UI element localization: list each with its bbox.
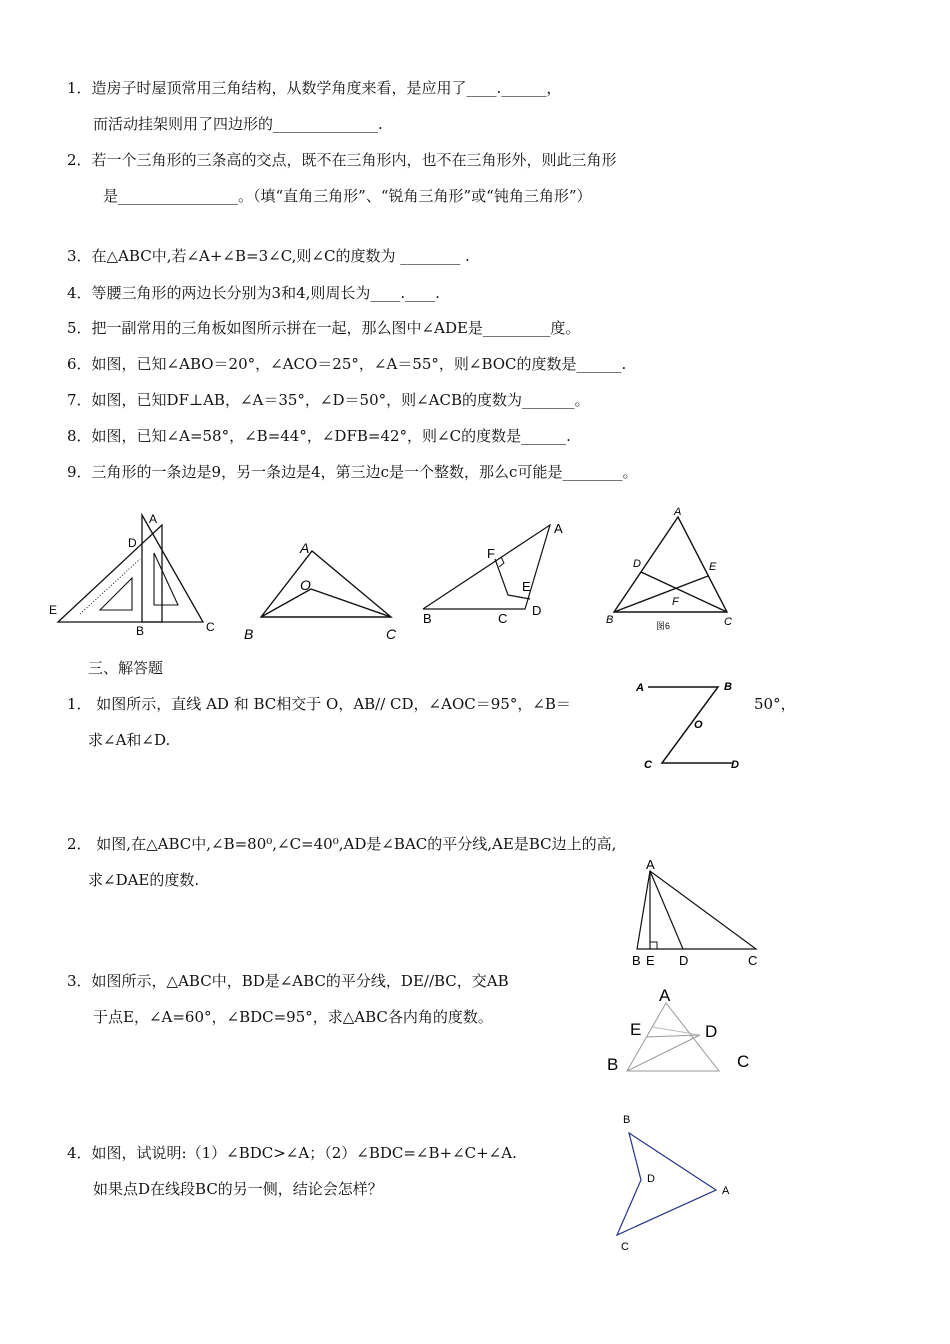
q-number: 7． bbox=[67, 391, 92, 409]
p4-line2: 如果点D在线段BC的另一侧，结论会怎样？ bbox=[93, 1180, 383, 1198]
label-B: B bbox=[632, 953, 641, 968]
q6 bbox=[67, 354, 626, 374]
q1-line1 bbox=[67, 78, 561, 98]
label-C: C bbox=[206, 620, 215, 634]
q2-line2 bbox=[103, 186, 592, 206]
q1-line2 bbox=[93, 114, 383, 134]
segment-extra bbox=[652, 1027, 700, 1035]
label-F: F bbox=[672, 596, 679, 608]
triangle-abc bbox=[261, 551, 391, 617]
p1-line2: 求∠A和∠D. bbox=[88, 731, 171, 749]
label-D: D bbox=[647, 1173, 655, 1185]
p1-line1: 1． 如图所示，直线 AD 和 BC相交于 O，AB// CD，∠AOC＝95°，∠B＝ bbox=[67, 695, 571, 713]
label-B: B bbox=[423, 611, 432, 626]
ruler-ticks bbox=[80, 559, 140, 614]
label-D: D bbox=[679, 953, 689, 968]
figure-triangle-o bbox=[238, 535, 408, 645]
label-B: B bbox=[724, 681, 732, 693]
segment-bd bbox=[627, 1035, 700, 1071]
p3-line2: 于点E，∠A=60°，∠BDC=95°，求△ABC各内角的度数。 bbox=[93, 1008, 493, 1026]
label-A: A bbox=[659, 986, 671, 1005]
quadrilateral-bdca bbox=[617, 1133, 716, 1235]
label-E: E bbox=[646, 953, 655, 968]
label-C: C bbox=[621, 1241, 629, 1253]
label-A: A bbox=[722, 1185, 730, 1197]
label-A: A bbox=[554, 521, 563, 536]
q2-line1 bbox=[67, 150, 617, 170]
label-E: E bbox=[709, 561, 717, 573]
label-C: C bbox=[748, 953, 758, 968]
segments-bo-oc bbox=[261, 589, 391, 617]
figure-hourglass bbox=[632, 676, 752, 776]
label-E: E bbox=[522, 579, 531, 594]
q-number: 2． bbox=[67, 151, 92, 169]
q7 bbox=[67, 390, 590, 410]
label-D: D bbox=[705, 1022, 718, 1041]
figure-caption: 图6 bbox=[656, 621, 671, 631]
q5 bbox=[67, 318, 580, 338]
figure-angle-bisector bbox=[626, 855, 766, 970]
q-text: 三角形的一条边是9，另一条边是4，第三边c是一个整数，那么c可能是________。 bbox=[91, 463, 638, 481]
hourglass-lines bbox=[648, 687, 732, 763]
figure-bisector-parallel bbox=[600, 983, 760, 1078]
right-angle-mark bbox=[650, 942, 657, 949]
label-B: B bbox=[607, 1055, 619, 1074]
triangle-abc bbox=[423, 525, 550, 609]
q3 bbox=[67, 246, 470, 266]
label-C: C bbox=[386, 626, 397, 642]
q-number: 5． bbox=[67, 319, 92, 337]
label-O: O bbox=[300, 577, 311, 593]
q-text: 如图，已知∠A=58°，∠B=44°，∠DFB=42°，则∠C的度数是______. bbox=[91, 427, 571, 445]
q4 bbox=[67, 283, 440, 303]
label-B: B bbox=[623, 1114, 631, 1126]
label-E: E bbox=[49, 603, 58, 617]
q-number: 8． bbox=[67, 427, 92, 445]
section-title: 三、解答题 bbox=[88, 659, 164, 677]
figure-concave-quad bbox=[610, 1108, 740, 1258]
inner-cutout-1 bbox=[100, 578, 132, 610]
q-number: 6． bbox=[67, 355, 92, 373]
p2-line1: 2． 如图,在△ABC中,∠B=80⁰,∠C=40⁰,AD是∠BAC的平分线,AE是BC边上的高, bbox=[67, 835, 617, 853]
label-D: D bbox=[128, 536, 137, 550]
label-D: D bbox=[633, 558, 641, 570]
label-C: C bbox=[737, 1052, 750, 1071]
q-text: 在△ABC中,若∠A+∠B=3∠C,则∠C的度数为 ________ . bbox=[91, 247, 470, 265]
label-A: A bbox=[636, 682, 644, 694]
p4-line1: 4．如图，试说明:（1）∠BDC>∠A；（2）∠BDC=∠B+∠C+∠A. bbox=[67, 1144, 517, 1162]
label-E: E bbox=[630, 1020, 642, 1039]
q-text: 是________________。（填“直角三角形”、“锐角三角形”或“钝角三角形”） bbox=[103, 187, 592, 205]
label-C: C bbox=[724, 616, 732, 628]
p3-line1: 3．如图所示，△ABC中，BD是∠ABC的平分线，DE//BC，交AB bbox=[67, 972, 509, 990]
label-B: B bbox=[606, 614, 614, 626]
set-square-30 bbox=[142, 515, 203, 622]
q-number: 1． bbox=[67, 79, 92, 97]
q-text: 等腰三角形的两边长分别为3和4,则周长为____.____. bbox=[91, 284, 440, 302]
label-F: F bbox=[487, 546, 495, 561]
q-text: 如图，已知∠ABO＝20°，∠ACO＝25°，∠A＝55°，则∠BOC的度数是______. bbox=[91, 355, 627, 373]
q-text: 如图，已知DF⊥AB，∠A＝35°，∠D＝50°，则∠ACB的度数为_______。 bbox=[91, 391, 590, 409]
q-number: 4． bbox=[67, 284, 92, 302]
label-C: C bbox=[644, 759, 652, 771]
set-square-45 bbox=[58, 525, 162, 622]
label-O: O bbox=[694, 719, 703, 731]
q-text: 造房子时屋顶常用三角结构，从数学角度来看，是应用了____.______， bbox=[91, 79, 562, 97]
label-D: D bbox=[731, 759, 739, 771]
q-number: 9． bbox=[67, 463, 92, 481]
figure-df-perp-ab bbox=[415, 515, 570, 630]
q-text: 若一个三角形的三条高的交点，既不在三角形内，也不在三角形外，则此三角形 bbox=[91, 151, 617, 169]
figure-set-squares bbox=[40, 505, 230, 640]
inner-cutout-2 bbox=[154, 553, 178, 605]
label-A: A bbox=[300, 540, 310, 556]
p2-line2: 求∠DAE的度数. bbox=[88, 871, 200, 889]
p1-tail: 50°， bbox=[754, 695, 796, 713]
q9 bbox=[67, 462, 637, 482]
label-C: C bbox=[498, 611, 508, 626]
label-A: A bbox=[646, 857, 655, 872]
figure-6 bbox=[600, 505, 745, 635]
label-B: B bbox=[244, 626, 254, 642]
q8 bbox=[67, 426, 571, 446]
q-text: 把一副常用的三角板如图所示拼在一起，那么图中∠ADE是_________度。 bbox=[91, 319, 581, 337]
label-D: D bbox=[532, 603, 542, 618]
q-number: 3． bbox=[67, 247, 92, 265]
label-A: A bbox=[149, 512, 158, 526]
label-B: B bbox=[136, 624, 145, 638]
label-A: A bbox=[674, 506, 682, 518]
q-text: 而活动挂架则用了四边形的______________. bbox=[93, 115, 383, 133]
segment-dc bbox=[641, 572, 727, 612]
